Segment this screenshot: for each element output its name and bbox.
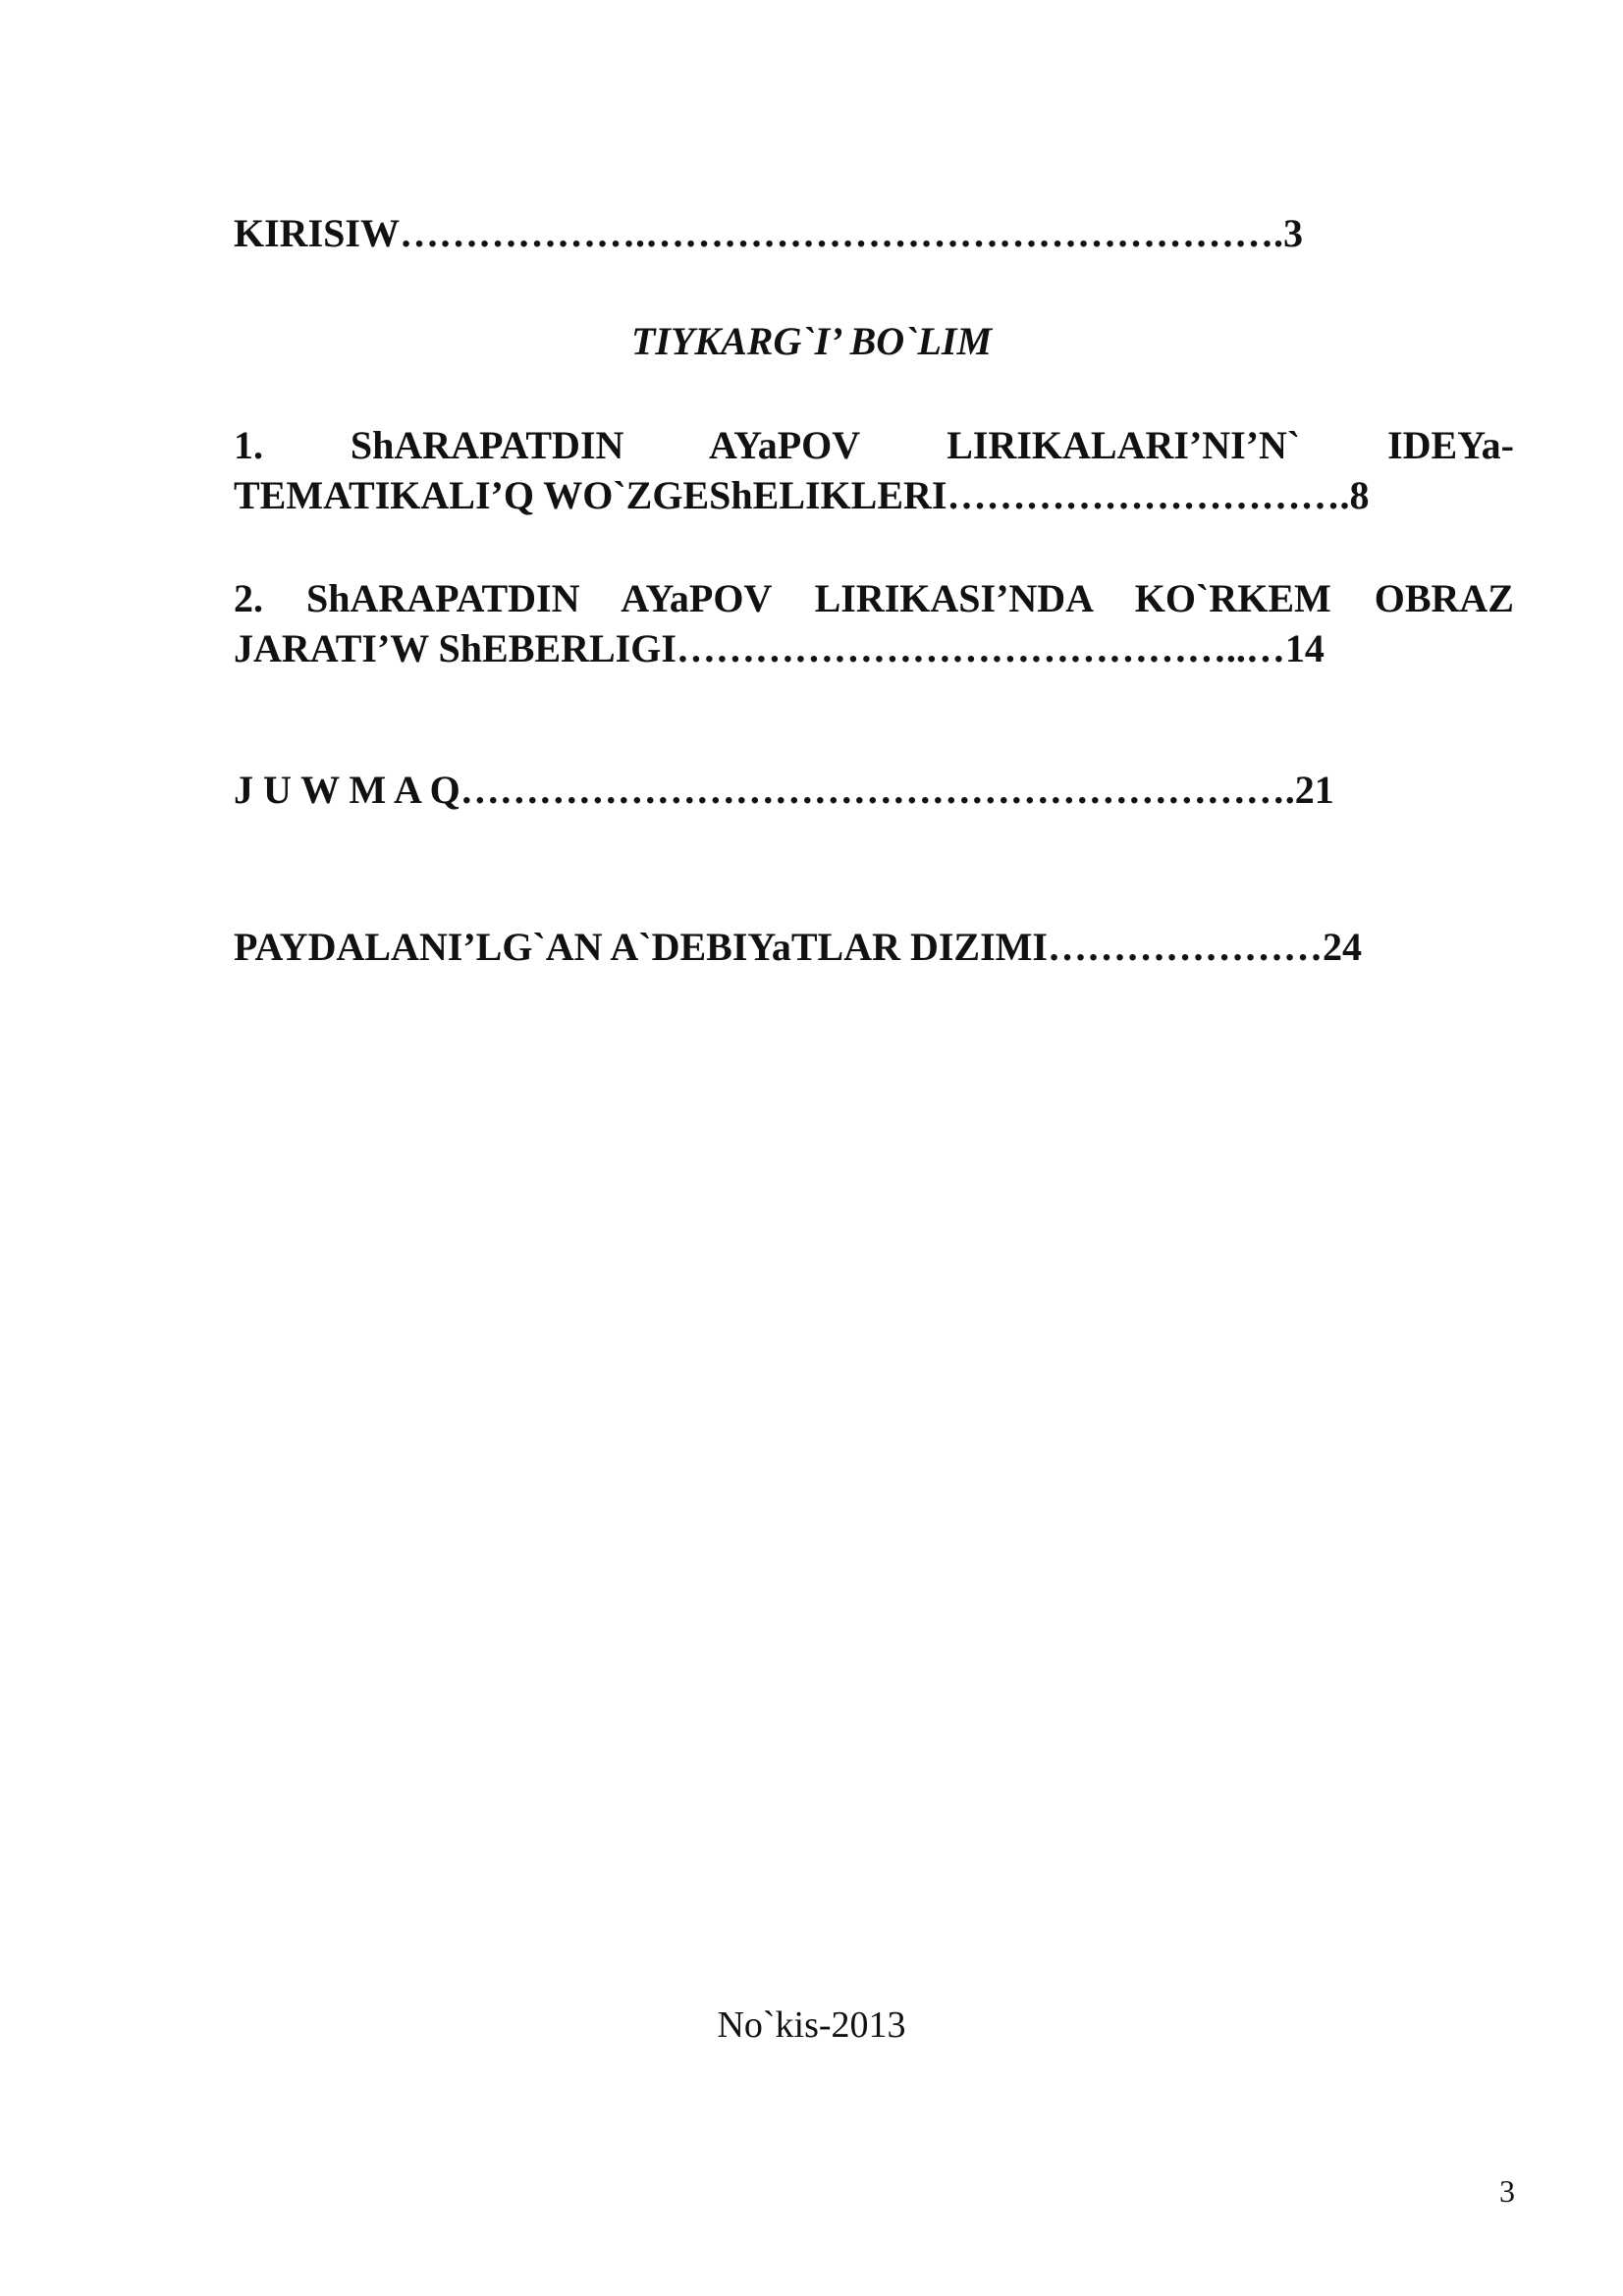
toc-entry-intro: KIRISIW……………….………………………………………….3 xyxy=(234,211,1303,255)
section-heading-main-part: TIYKARG`I’ BO`LIM xyxy=(630,319,993,363)
toc-entry-conclusion: J U W M A Q……………………………………………………….21 xyxy=(234,768,1334,812)
toc-entry-chapter1-line1: 1. ShARAPATDIN AYaPOV LIRIKALARI’NI’N` IDEYa- xyxy=(234,423,1514,467)
toc-entry-chapter2-line1: 2. ShARAPATDIN AYaPOV LIRIKASI’NDA KO`RKEM OBRAZ xyxy=(234,576,1514,620)
toc-entry-chapter2-line2: JARATI’W ShEBERLIGI……………………………………..…14 xyxy=(234,626,1325,670)
footer-city-year: No`kis-2013 xyxy=(717,2004,906,2046)
toc-entry-bibliography: PAYDALANI’LG`AN A`DEBIYaTLAR DIZIMI…………………24 xyxy=(234,925,1362,969)
toc-entry-chapter1-line2: TEMATIKALI’Q WO`ZGEShELIKLERI………………………….8 xyxy=(234,473,1370,517)
page-number: 3 xyxy=(1499,2173,1515,2209)
